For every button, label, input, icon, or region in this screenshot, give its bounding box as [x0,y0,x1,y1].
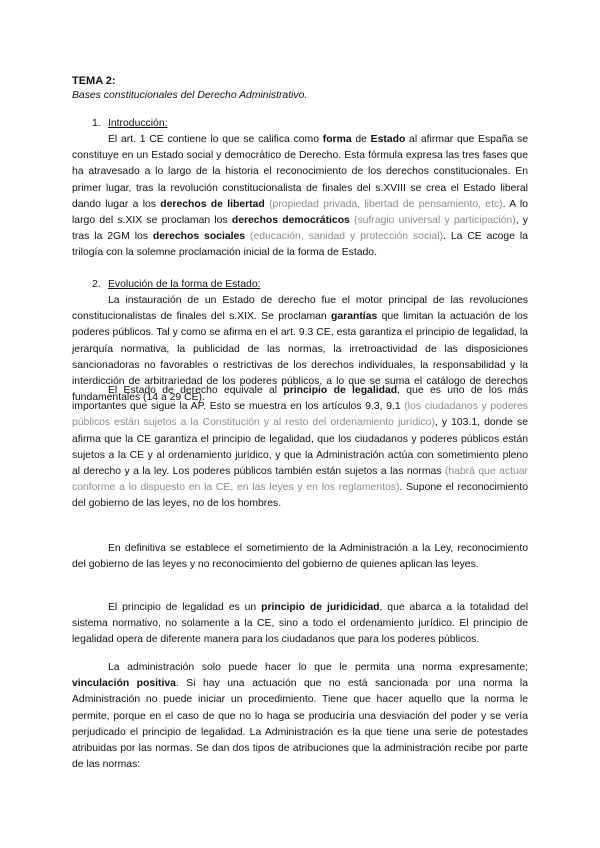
section-2-heading [92,277,261,293]
bold-term-vinculacion-positiva: vinculación positiva [72,678,176,690]
bold-term-derechos-libertad: derechos de libertad [160,198,265,210]
text-run: . A lo largo del s.XIX se proclaman los [72,198,528,227]
text-run: . Si hay una actuación que no está sancionada por una norma la Administración no puede iniciar un procedimiento. Tiene que hacer aquello que la norma le permite, porque en el caso de que no lo haga se produciría una desviación del poder y se vería perjudicado el principio de legalidad. La Administración es la que tiene una serie de potestades atribuidas por las normas. Se dan dos tipos de atribuciones que la administración recibe por parte de las normas: [72,678,528,771]
text-run: . Supone el reconocimiento del gobierno de las leyes, no de los hombres. [72,482,528,510]
section-1-paragraph-1 [72,132,528,262]
section-2-paragraph-5 [72,660,528,773]
section-1-heading [92,116,168,132]
section-2-number: 2. [92,279,101,290]
text-run: , que es uno de los más importantes que sigue la AP. Esto se muestra en los artículos 9.3, 9.1 [72,385,529,413]
section-2-title: Evolución de la forma de Estado: [108,279,261,290]
text-run: de [351,134,371,145]
bold-term-principio-legalidad: principio de legalidad [283,385,398,396]
gray-note: (habrá que actuar conforme a lo dispuesto en la CE, en las leyes y en los reglamentos) [72,466,528,494]
doc-title: TEMA 2: [72,75,116,87]
gray-note: (propiedad privada, libertad de pensamiento, etc) [264,198,503,210]
text-run: El principio de legalidad es un [108,602,262,613]
gray-note: (los ciudadanos y poderes públicos están sujetos a la Constitución y al resto del ordenamiento jurídico) [72,401,528,429]
text-run: que limitan la actuación de los poderes públicos. Tal y como se afirma en el art. 9.3 CE, esta garantiza el principio de legalidad, la jerarquía normativa, la publicidad de las normas, la irretroactividad de las disposiciones sancionadoras no favorables o restrictivas de los derechos individuales, la responsabilidad y la interdicción de arbitrariedad de los poderes públicos, a lo que se suma el catálogo de derechos fundamentales (14 a 29 CE). [72,311,529,404]
text-run: , y tras la 2GM los [72,215,528,243]
bold-term-garantias: garantías [331,311,378,323]
gray-note: (educación, sanidad y protección social) [245,231,443,243]
bold-term-principio-juridicidad: principio de juridicidad [261,602,380,613]
section-2-paragraph-2 [72,383,528,513]
text-run: , y 103.1, donde se afirma que la CE garantiza el principio de legalidad, que los ciudadanos y poderes públicos están sujetos a la CE y al ordenamiento jurídico, y que la Administración actúa con sometimiento pleno al derecho y a la ley. Los poderes públicos también están sujetos a las normas [72,417,528,478]
bold-term-forma: forma [322,134,352,145]
bold-term-estado: Estado [370,134,406,145]
text-run: La administración solo puede hacer lo que le permita una norma expresamente; [108,662,528,673]
section-1-title: Introducción: [108,118,168,129]
text-run: La instauración de un Estado de derecho fue el motor principal de las revoluciones constitucionalistas de finales del s.XIX. Se proclaman [72,295,528,323]
section-2-paragraph-4 [72,600,528,649]
text-run: . La CE acoge la trilogía con la solemne proclamación inicial de la forma de Estado. [72,231,528,259]
text-run: , que abarca a la totalidad del sistema normativo, no solamente a la CE, sino a todo el ordenamiento jurídico. El principio de legalidad opera de diferente manera para los ciudadanos que para los poderes públicos. [72,602,528,646]
text-run: El Estado de derecho equivale al [108,385,284,396]
gray-note: (sufragio universal y participación) [349,215,516,227]
bold-term-derechos-sociales: derechos sociales [152,231,246,243]
section-1-number: 1. [92,118,101,129]
doc-subtitle: Bases constitucionales del Derecho Administrativo. [72,90,308,101]
text-run: El art. 1 CE contiene lo que se califica como [108,134,323,145]
bold-term-derechos-democraticos: derechos democráticos [231,215,350,227]
section-2-paragraph-3: En definitiva se establece el sometimiento de la Administración a la Ley, reconocimiento del gobierno de las leyes y no reconocimiento del gobierno de quienes aplican las leyes. [72,543,528,571]
text-run: al afirmar que España se constituye en un Estado social y democrático de Derecho. Esta fórmula expresa las tres fases que ha atravesado a lo largo de la historia el reconocimiento de los derechos constitucionales. En primer lugar, tras la revolución constitucionalista de finales del s.XVIII se crea el Estado liberal dando lugar a los [72,134,528,210]
